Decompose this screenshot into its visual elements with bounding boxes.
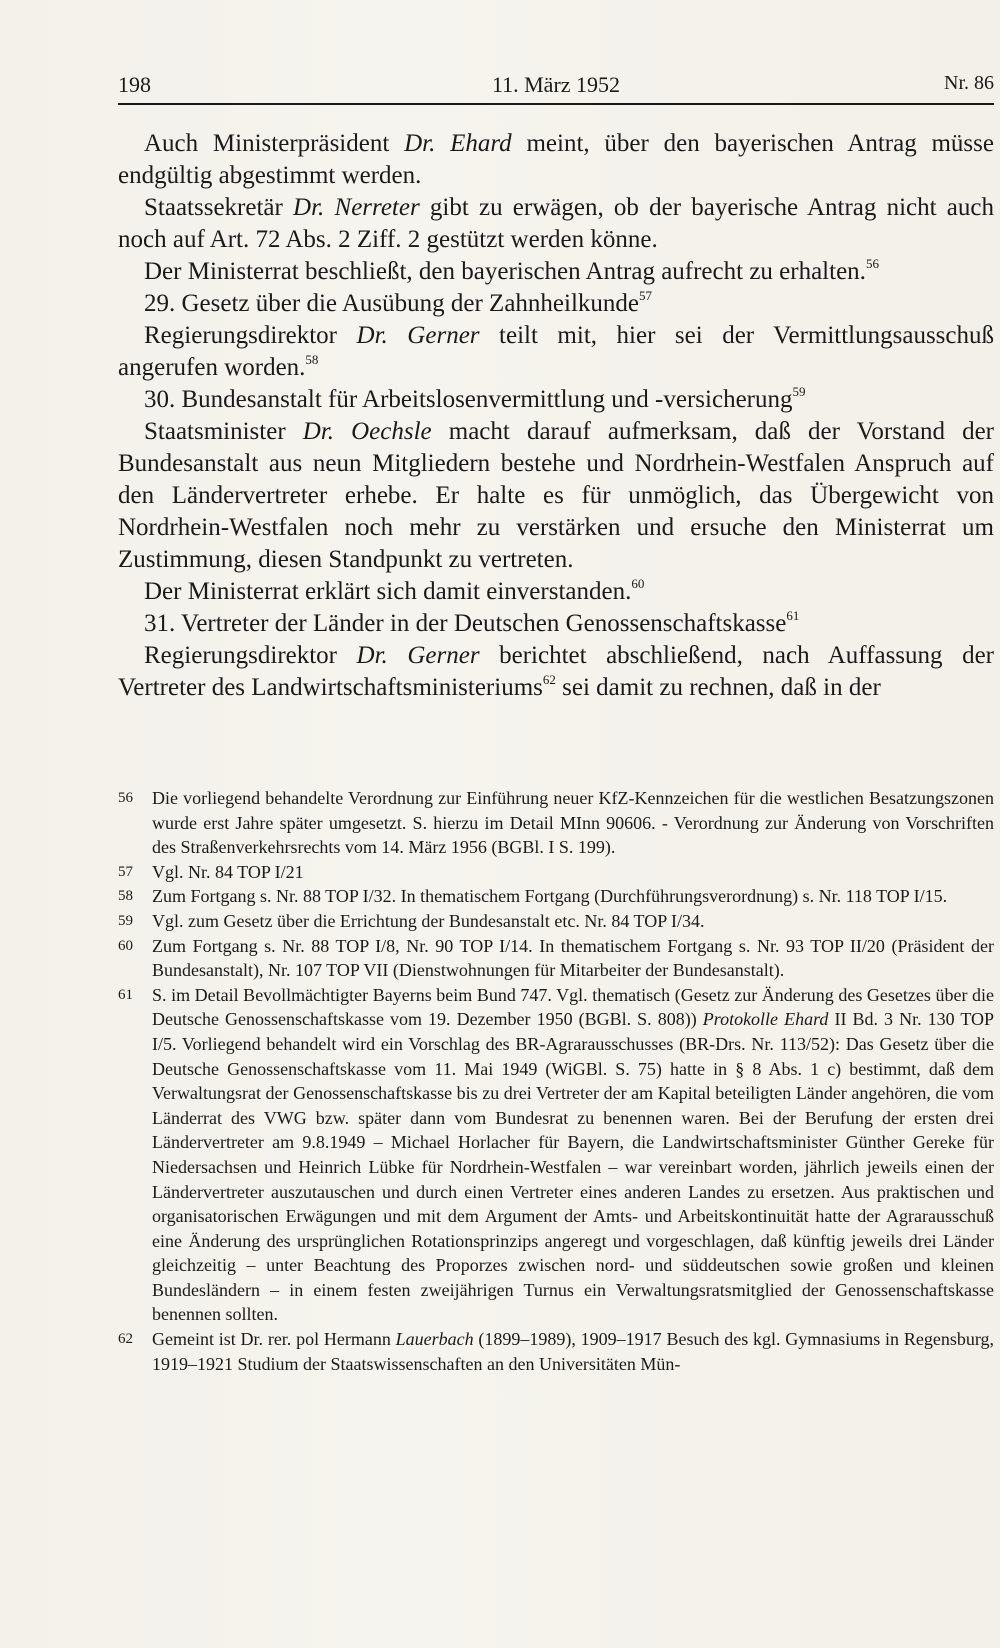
person-name: Dr. Gerner [356,642,480,669]
footnote-text: II Bd. 3 Nr. 130 TOP I/5. Vorliegend behandelt wird ein Vorschlag des BR-Agrarausschusses (BR-Drs. Nr. 113/52): Das Gesetz über die Deutsche Genossenschaftskasse vom 11. Mai 1949 (WiGBl. S. 75) hatte in § 8 Abs. 1 c) bestimmt, daß dem Verwaltungsrat der Genossenschaftskasse bis zu drei Vertreter der am Kapital beteiligten Länder angehören, die vom Länderrat des VWG bzw. später dann vom Bundesrat zu benennen waren. Bei der Berufung der ersten drei Ländervertreter am 9.8.1949 – Michael Horlacher für Bayern, die Landwirtschaftsminister Günther Gereke für Niedersachsen und Heinrich Lübke für Nordrhein-Westfalen – war vereinbart worden, jährlich jeweils einen der Ländervertreter auszutauschen und durch einen Vertreter eines anderen Landes zu ersetzen. Aus praktischen und organisatorischen Erwägungen und mit dem Argument der Amts- und Arbeitskontinuität hatte der Agrarausschuß eine Änderung des ursprünglichen Rotationsprinzips angeregt und vorgeschlagen, daß künftig jeweils drei Länder gleichzeitig – unter Beachtung des Proporzes zwischen nord- und süddeutschen sowie großen und kleinen Bundesländern – in einem festen zweijährigen Turnus ein Verwaltungsratsmitglied der Genossenschaftskasse benennen sollten. [152,1009,994,1325]
page-number: 198 [118,72,151,97]
text-run: Regierungsdirektor [144,322,357,349]
person-name: Lauerbach [395,1329,474,1350]
footnote-number: 59 [118,912,133,929]
footnote-ref[interactable]: 56 [865,255,879,271]
agenda-title: 29. Gesetz über die Ausübung der Zahnheilkunde [144,290,640,317]
person-name: Dr. Gerner [356,322,480,349]
agenda-item-31 [118,608,994,640]
text-run: gibt zu erwägen, ob der bayerische Antrag nicht auch noch auf Art. 72 Abs. 2 Ziff. 2 gestützt werden könne. [118,194,994,253]
footnote-61 [118,983,994,1327]
footnote-59 [118,909,994,934]
paragraph-decision-1 [118,256,994,288]
footnote-number: 58 [118,888,133,905]
footnote-number: 56 [118,790,133,806]
footnote-text: Zum Fortgang s. Nr. 88 TOP I/32. In thematischem Fortgang (Durchführungsverordnung) s. Nr. 118 TOP I/15. [152,886,948,907]
footnote-60 [118,934,994,983]
text-run: Staatssekretär [144,194,294,221]
footnote-58 [118,884,994,909]
text-run: Regierungsdirektor [144,642,357,669]
footnote-ref[interactable]: 60 [631,575,645,591]
footnote-number: 57 [118,863,133,880]
person-name: Dr. Nerreter [293,194,420,221]
footnote-number: 60 [118,937,133,954]
citation-title: Protokolle Ehard [702,1009,829,1030]
text-run: Auch Ministerpräsident [144,130,405,157]
text-run: Staatsminister [144,418,303,445]
footnote-62 [118,1327,994,1376]
footnote-ref[interactable]: 58 [305,351,319,367]
footnote-text: Die vorliegend behandelte Verordnung zur Einführung neuer KfZ-Kennzeichen für die westlichen Besatzungszonen wurde erst Jahre später umgesetzt. S. hierzu im Detail MInn 90606. - Verordnung zur Änderung von Vorschriften des Straßenverkehrsrechts vom 14. März 1956 (BGBl. I S. 199). [152,788,994,858]
agenda-title: 31. Vertreter der Länder in der Deutschen Genossenschaftskasse [144,610,787,637]
paragraph-decision-2 [118,576,994,608]
footnote-text: Vgl. zum Gesetz über die Errichtung der Bundesanstalt etc. Nr. 84 TOP I/34. [152,910,705,931]
footnote-text: Vgl. Nr. 84 TOP I/21 [152,861,304,882]
person-name: Dr. Ehard [404,130,512,157]
text-run: Der Ministerrat erklärt sich damit einverstanden. [144,578,632,605]
protocol-number: Nr. 86 [944,72,994,94]
text-run: teilt mit, hier sei der Vermittlungsausschuß angerufen worden. [118,322,994,381]
paragraph-oechsle [118,416,994,576]
text-run: macht darauf aufmerksam, daß der Vorstand der Bundesanstalt aus neun Mitgliedern bestehe und Nordrhein-Westfalen Anspruch auf den Ländervertreter erhebe. Er halte es für unmöglich, das Übergewicht von Nordrhein-Westfalen noch mehr zu verstärken und ersuche den Ministerrat um Zustimmung, diesen Standpunkt zu vertreten. [118,418,995,573]
footnote-text: Gemeint ist Dr. rer. pol Hermann [152,1329,396,1350]
footnote-number: 61 [118,986,133,1003]
footnote-text: S. im Detail Bevollmächtigter Bayerns beim Bund 747. Vgl. thematisch (Gesetz zur Änderung des Gesetzes über die Deutsche Genossenschaftskasse vom 19. Dezember 1950 (BGBl. S. 808)) [152,984,994,1030]
footnote-ref[interactable]: 57 [639,287,653,303]
text-run: meint, über den bayerischen Antrag müsse endgültig abgestimmt werden. [118,130,994,189]
paragraph-gerner-2 [118,640,994,704]
footnote-57 [118,860,994,885]
paragraph-nerreter [118,192,994,256]
footnotes [118,786,994,1376]
agenda-title: 30. Bundesanstalt für Arbeitslosenvermittlung und -versicherung [144,386,793,413]
header-date: 11. März 1952 [491,72,621,97]
paragraph-ehard [118,128,994,192]
agenda-item-29 [118,288,994,320]
footnote-number: 62 [118,1331,133,1348]
footnote-56 [118,786,994,860]
paragraph-gerner-1 [118,320,994,384]
header-rule [118,103,994,105]
footnote-ref[interactable]: 59 [792,383,806,399]
text-run: Der Ministerrat beschließt, den bayerischen Antrag aufrecht zu erhalten. [144,258,866,285]
text-run: sei damit zu rechnen, daß in der [555,674,881,701]
person-name: Dr. Oechsle [302,418,432,445]
footnote-text: Zum Fortgang s. Nr. 88 TOP I/8, Nr. 90 TOP I/14. In thematischem Fortgang s. Nr. 93 TOP II/20 (Präsident der Bundesanstalt), Nr. 107 TOP VII (Dienstwohnungen für Mitarbeiter der Bundesanstalt). [152,935,994,981]
footnote-text: (1899–1989), 1909–1917 Besuch des kgl. Gymnasiums in Regensburg, 1919–1921 Studium der Staatswissenschaften an den Universitäten Mün- [152,1329,994,1374]
main-text [118,128,994,704]
text-run: berichtet abschließend, nach Auffassung der Vertreter des Landwirtschaftsministeriums [118,642,995,701]
running-header [118,70,994,104]
agenda-item-30 [118,384,994,416]
footnote-ref[interactable]: 62 [542,671,556,687]
footnote-ref[interactable]: 61 [786,607,800,623]
